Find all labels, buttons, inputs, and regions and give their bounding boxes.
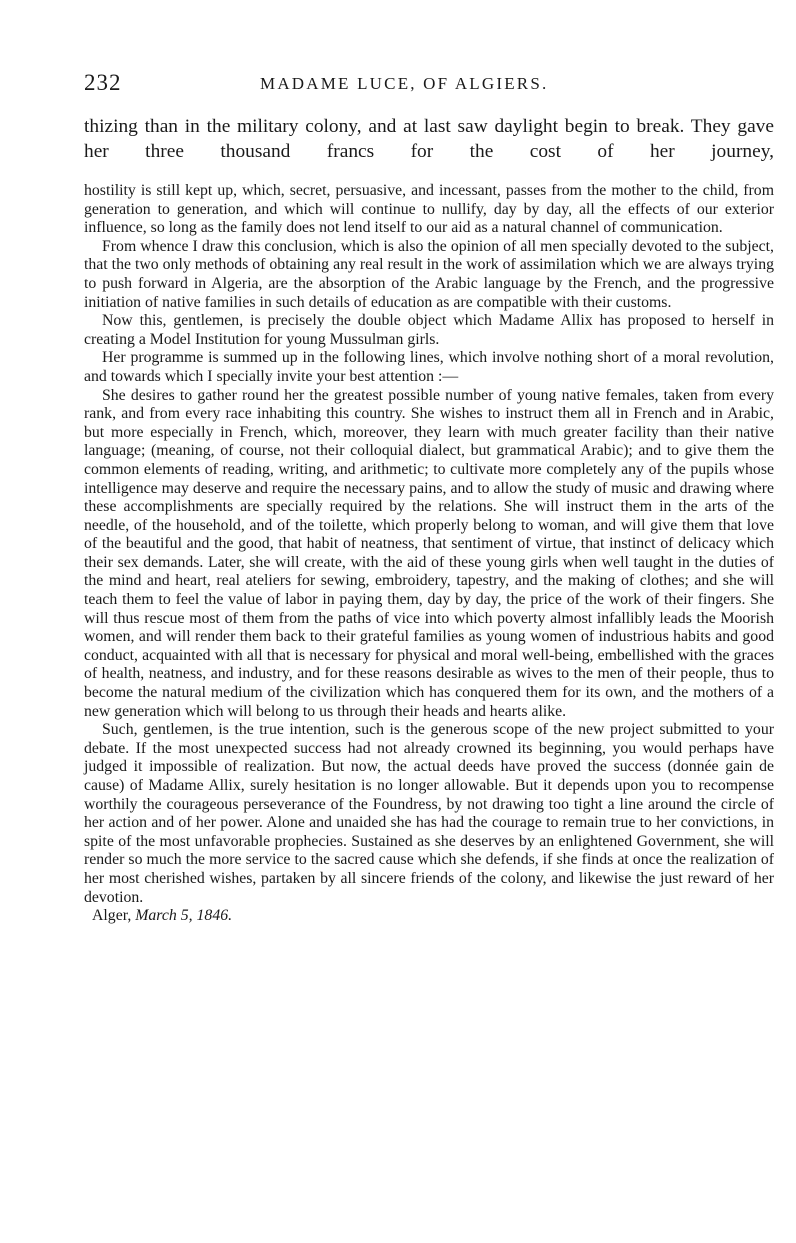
signature-place: Alger, — [92, 907, 132, 925]
paragraph: Such, gentlemen, is the true intention, such is the generous scope of the new project submitted to your debate. If the most unexpected success had not already crowned its beginning, you would perhaps have judged it impossible of realization. But now, the actual deeds have proved the success (donnée gain de cause) of Madame Allix, surely hesitation is no longer allowable. But it depends upon you to recompense worthily the courageous perseverance of the Foundress, by not drawing too tight a line around the circle of her action and of her power. Alone and unaided she has had the courage to remain true to her convictions, in spite of the most unfavorable prophecies. Sustained as she deserves by an enlightened Government, she will render so much the more service to the sacred cause which she defends, if she finds at once the realization of her most cherished wishes, partaken by all sincere friends of the colony, and likewise the just reward of her devotion. — [84, 721, 774, 906]
lead-paragraph: thizing than in the military colony, and at last saw daylight begin to break. They gave her three thousand francs for the cost of her journey, — [84, 116, 774, 162]
paragraph: From whence I draw this conclusion, which is also the opinion of all men specially devoted to the subject, that the two only methods of obtaining any real result in the work of assimilation which we are always trying to push forward in Algeria, are the absorption of the Arabic language by the French, and the progressive initiation of native families in such details of education as are compatible with their customs. — [84, 237, 774, 311]
book-page — [84, 66, 774, 926]
paragraph: Now this, gentlemen, is precisely the double object which Madame Allix has proposed to herself in creating a Model Institution for young Mussulman girls. — [84, 312, 774, 348]
lead-excerpt — [84, 114, 774, 164]
signature-line — [84, 907, 774, 926]
running-head: MADAME LUCE, OF ALGIERS. — [260, 74, 549, 93]
page-number: 232 — [84, 70, 122, 95]
signature-date: March 5, 1846. — [135, 907, 233, 925]
paragraph: Her programme is summed up in the following lines, which involve nothing short of a moral revolution, and towards which I specially invite your best attention :— — [84, 349, 774, 385]
page-header — [84, 66, 774, 100]
paragraph: hostility is still kept up, which, secret, persuasive, and incessant, passes from the mother to the child, from generation to generation, and which will continue to nullify, day by day, all the effects of our exterior influence, so long as the family does not lend itself to our aid as a natural channel of communication. — [84, 182, 774, 237]
paragraph: She desires to gather round her the greatest possible number of young native females, taken from every rank, and from every race inhabiting this country. She wishes to instruct them all in French and in Arabic, but more especially in French, which, moreover, they learn with much greater facility than their native language; (meaning, of course, not their colloquial dialect, but grammatical Arabic); and to give them the common elements of reading, writing, and arithmetic; to cultivate more completely any of the pupils whose intelligence may deserve and require the necessary pains, and to allow the study of music and drawing where these accomplishments are specially required by the relations. She will instruct them in the arts of the needle, of the household, and of the toilette, which properly belong to woman, and will give them that love of the beautiful and the good, that habit of neatness, that sentiment of virtue, that instinct of delicacy which their sex demands. Later, she will create, with the aid of these young girls when well taught in the duties of the mind and heart, real ateliers for sewing, embroidery, tapestry, and the making of clothes; and she will teach them to feel the value of labor in paying them, day by day, the price of the work of their fingers. She will thus rescue most of them from the paths of vice into which poverty almost infallibly leads the Moorish women, and will render them back to their grateful families as young women of industrious habits and good conduct, acquainted with all that is necessary for physical and moral well-being, embellished with the graces of health, neatness, and industry, and for these reasons desirable as wives to the men of their people, thus to become the natural medium of the civilization which has conquered them for its own, and the mothers of a new generation which will belong to us through their heads and hearts alike. — [84, 386, 774, 720]
body-text — [84, 182, 774, 926]
